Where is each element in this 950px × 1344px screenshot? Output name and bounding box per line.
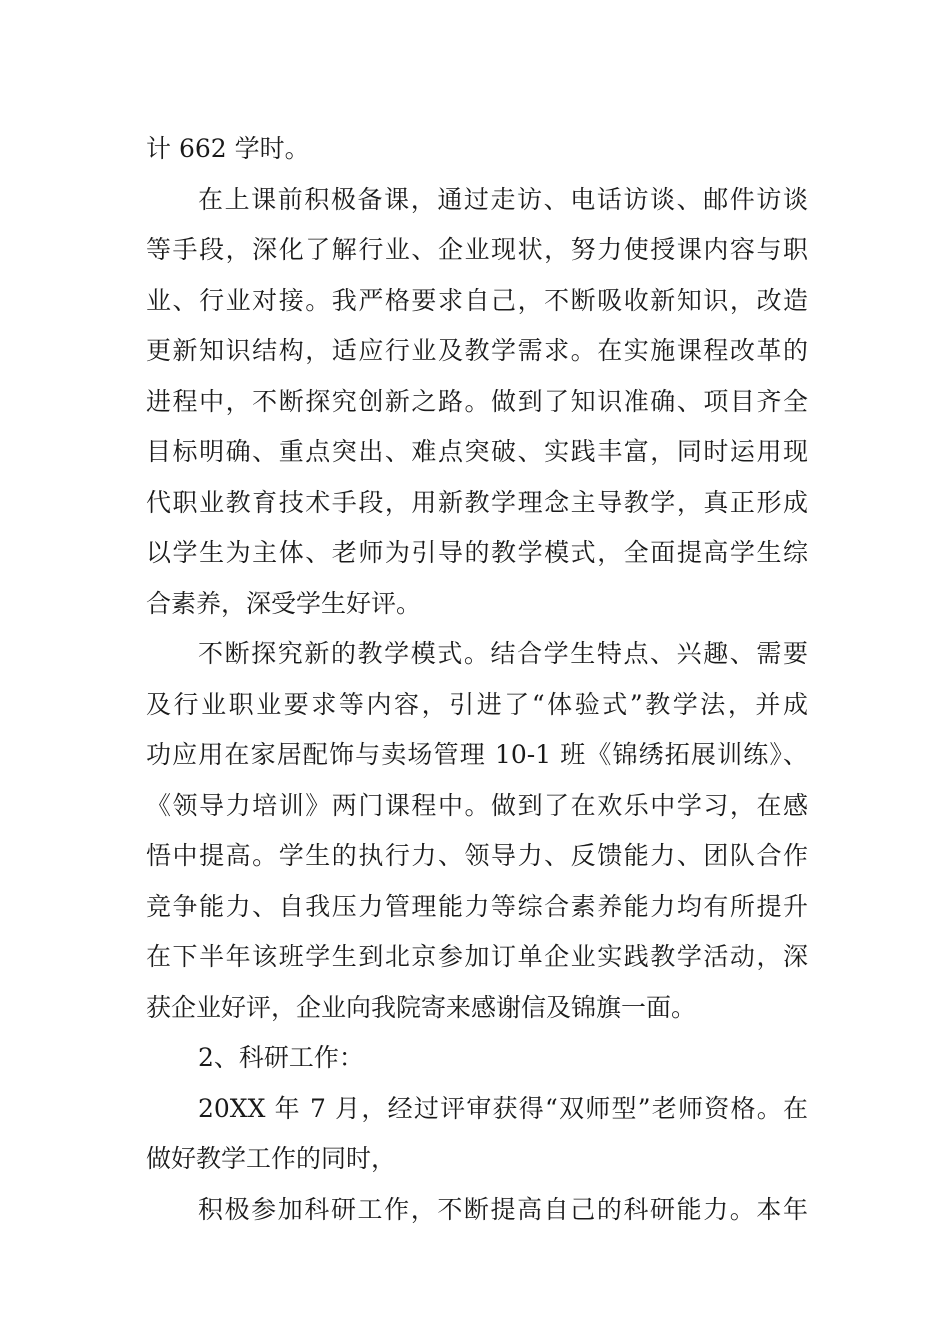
paragraph-line: 竞争能力、自我压力管理能力等综合素养能力均有所提升 [146,891,808,921]
paragraph-line: 业、行业对接。我严格要求自己，不断吸收新知识，改造 [146,285,808,315]
paragraph-line: 更新知识结构，适应行业及教学需求。在实施课程改革的 [146,336,808,365]
paragraph-line: 积极参加科研工作，不断提高自己的科研能力。本年 [198,1194,808,1224]
paragraph-line: 不断探究新的教学模式。结合学生特点、兴趣、需要 [198,639,808,668]
paragraph-line: 等手段，深化了解行业、企业现状，努力使授课内容与职 [146,235,808,264]
paragraph-line: 及行业职业要求等内容，引进了“体验式”教学法，并成 [146,689,808,719]
paragraph-line: 《领导力培训》两门课程中。做到了在欢乐中学习，在感 [146,790,808,820]
paragraph-line: 做好教学工作的同时， [146,1144,397,1173]
paragraph-line: 进程中，不断探究创新之路。做到了知识准确、项目齐全 [146,386,808,416]
paragraph-line: 以学生为主体、老师为引导的教学模式，全面提高学生综 [146,538,808,567]
paragraph-line: 在下半年该班学生到北京参加订单企业实践教学活动，深 [146,942,808,971]
paragraph-line: 悟中提高。学生的执行力、领导力、反馈能力、团队合作 [146,841,808,870]
paragraph-line: 20XX 年 7 月，经过评审获得“双师型”老师资格。在 [198,1093,808,1123]
paragraph-line: 合素养，深受学生好评。 [146,588,422,618]
section-heading: 2、科研工作： [198,1043,364,1072]
paragraph-line: 代职业教育技术手段，用新教学理念主导教学，真正形成 [146,487,808,517]
paragraph-line: 计 662 学时。 [146,134,310,163]
document-body [146,124,808,1235]
paragraph-line: 在上课前积极备课，通过走访、电话访谈、邮件访谈 [198,184,808,214]
paragraph-line: 功应用在家居配饰与卖场管理 10-1 班《锦绣拓展训练》、 [146,740,808,769]
paragraph-line: 目标明确、重点突出、难点突破、实践丰富，同时运用现 [146,437,808,466]
paragraph-line: 获企业好评，企业向我院寄来感谢信及锦旗一面。 [146,992,697,1022]
